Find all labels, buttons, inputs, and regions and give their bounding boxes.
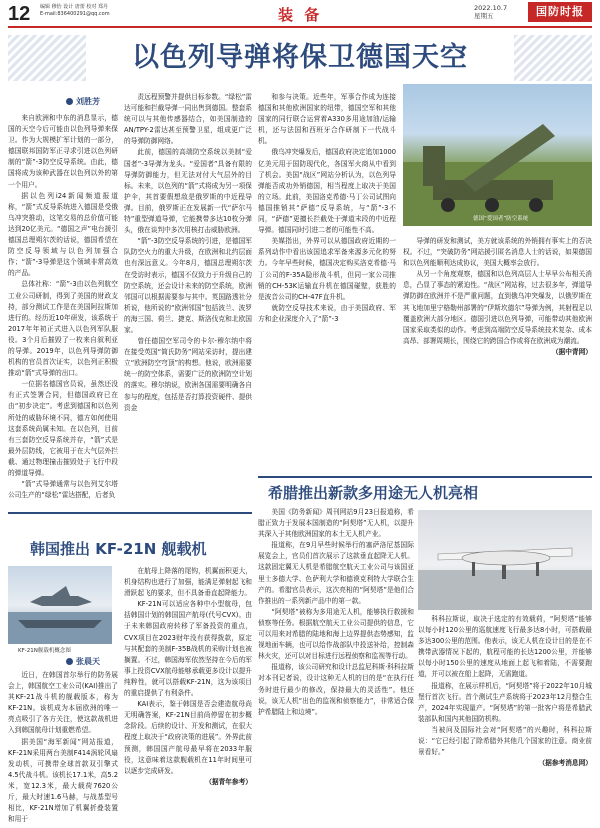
article3-byline xyxy=(66,656,100,667)
paragraph: 曾任德国空军司令的卡尔-穆尔纳中将在接受英国“简氏防务”网站采访时，提出建立“欧洲防空穹顶”的构想。他说，欧洲需要统一的防空体系，需要广泛的欧洲防空计划的落实。穆尔纳说，欧洲各国需要明确各自参与的程度，包括是否打算投资硬件、提供资金 xyxy=(124,337,252,412)
patriot-launcher-illustration xyxy=(403,84,592,226)
paragraph: “阿契塔”被称为多用途无人机，能够执行救援和侦察等任务。根据航空航天工业公司提供的信息，它可以用来对希腊的陆地和海上边界提供态势感知，监视地面车辆，也可以给作战部队中投送补给，控制森林火灾，还可以对目标进行远程侦察和监视等行动。 xyxy=(258,607,414,661)
paragraph: KF-21N可以适应各种中小型航母，包括韩国计划的韩国国产航母(代号CVX)。由于未来韩国政府转移了军备投资的重点，CVX项目在2023财年没有获得拨款，原定与其配套的美制F-35B战机的采购计划也被搁置。不过，韩国海军依然坚持在今后的军事上投资CVX航母能够承载更多设计以提升纯粹性，就可以搭载KF-21N，这为该项目的重启提供了有利条件。 xyxy=(124,600,252,698)
page-number: 12 xyxy=(8,3,31,25)
article1-source: （据中青网） xyxy=(551,347,592,356)
paragraph: 据美国“海军新闻”网站报道，KF-21N采用两台美制F414涡轮风扇发动机，可携带全球首款双引擎式4.5代战斗机。该机长17.1米，高5.2米，宽12.3米，最大载荷7620公斤，最大时速1.6马赫，与战基型号相比，KF-21N增加了机翼折叠装置和用于 xyxy=(8,737,118,824)
article2-source: （据参考消息网） xyxy=(538,759,592,768)
article2-column-1 xyxy=(258,507,414,825)
paper-logo: 国防时报 xyxy=(528,2,592,22)
byline-marker-icon xyxy=(66,98,73,105)
paragraph: 来自欧洲和中东的消息显示，德国的天空今后可能由以色列导弹来保卫。作为大规模扩军计划的一部分，德国联邦国防军正寻求引进以色列研制的“箭”-3防空反导系统。由此，德国将成为该种武器在以色列以外的第一个用户。 xyxy=(8,114,118,189)
paragraph: 报道称，该公司研究和设计总监尼科斯·科科拉斯对本刊记者说，设计这种无人机的目的是“在执行任务时进行最少的修改，保持最大的灵活性”。他还说，该无人机“出色的监视和侦察能力”，非常适合保护希腊陆上和边境”。 xyxy=(258,663,414,716)
paragraph: 就防空反导技术来说，由于美国政府、军方和企业深度介入了“箭”-3 xyxy=(258,303,396,323)
article1-column-4 xyxy=(403,236,592,468)
paragraph: 报道称，在展示样机后，“阿契塔”将于2022年10月城堡行首次飞行。首个测试生产系统将于2023年12月整合生产，2024年实现量产。“阿契塔”的第一批客户将是希腊武装部队和国内其他国防机构。 xyxy=(418,681,592,723)
paragraph: “箭”-3防空反导系统的引进，是德国军队防空火力的重大升级，在欧洲和北约层面也有深远意义。今年8月，德国总理朔尔茨在受访时表示，德国不仅致力于升级自己的防空系统，还会设计未来的防空系统，欧洲邻国可以根据需要参与其中。英国路透社分析说，他所说的“欧洲邻国”包括波兰、波罗的海三国、荷兰、捷克、斯洛伐克和北欧国家。 xyxy=(124,237,252,334)
issue-date xyxy=(474,4,507,20)
paragraph: 俄乌冲突爆发后，德国政府决定追加1000亿美元用于国防现代化，各国军火商从中看到了机会。美国“战区”网站分析认为，以色列导弹能否成功外销德国，相当程度上取决于美国的立场。此前，美国洛克希德·马丁公司试图向德国推销其“萨德”反导系统，与“箭”-3不同，“萨德”更擅长拦截处于弹道末段的中近程导弹。德国同时引进二者的可能性不高。 xyxy=(258,148,396,235)
paragraph: 据以色列i24新闻频道报道称，“箭”式反导系统进入德国是受俄乌冲突推动，这笔交易的总价值可能达到20亿美元。“德国之声”电台援引德国总理朔尔茨的话说，德国希望在防空反导领域与以色列加强合作；“箭”-3导弹是这个领域非常高效的产品。 xyxy=(8,191,118,278)
article3-author: 张晨天 xyxy=(76,657,100,666)
article3-column-1 xyxy=(8,670,118,825)
byline-marker-icon xyxy=(66,658,73,665)
email-line: E-mail:836400291@qq.com xyxy=(40,11,110,17)
weekday-text: 星期五 xyxy=(474,12,494,20)
paragraph: 一位据名德国官员说，虽然还没有正式签署合同，但德国政府已在由“初步决定”。考虑到德国和以色列所处的威胁环境不同，德方如何使用这套系统尚属未知。在以色列，目前有三套防空反导系统并存，“箭”式是最外层防线，它被用于在大气层外拦截、通过物理撞击摧毁处于飞行中段的弹道导弹。 xyxy=(8,380,118,477)
article2-top-rule xyxy=(258,476,592,478)
article3-source: （据青年参考） xyxy=(205,777,252,786)
paragraph: 从另一个角度观察，德国和以色列高层人士早早公布相关消息，凸显了事态的紧迫性。“战区”网站称，过去很多年，弹道导弹防御在欧洲并不是严重问题，直到俄乌冲突爆发，以俄罗斯在其飞地加里宁格勒州部署的“伊斯坎德尔”导弹为例，其射程足以覆盖欧洲大部分地区。德国引进以色列导弹，可能带动其他欧洲国家采取类似的动作。考虑到高端防空反导系统技术复杂、成本高昂、部署周期长，围绕它的跨国合作或将在欧洲成为潮流。 xyxy=(403,270,592,345)
kf21n-illustration xyxy=(8,566,112,644)
paragraph: 此前，德国的高端防空系统以美制“爱国者”-3导弹为龙头。“爱国者”具备有限的导弹防御能力，但无法对付大气层外的目标。未来，以色列的“箭”式将成为另一项保护伞，其首要假想敌是俄罗斯的中近程导弹。目前，俄罗斯正在发展新一代“萨尔马特”重型弹道导弹，它能携带多达10枚分弹头，俄在谈判中多次用核打击威胁欧洲。 xyxy=(124,148,252,235)
paragraph: 在航母上降落的尾钩，机翼面积更大，机身结构也进行了加强，能满足弹射起飞和滑跃起飞的要求，但不具备垂直起降能力。 xyxy=(124,567,252,598)
editor-credits xyxy=(40,4,110,18)
article1-byline xyxy=(66,96,100,107)
article1-author: 刘胜芳 xyxy=(76,97,100,106)
article3-top-rule xyxy=(8,512,252,514)
page-header xyxy=(8,3,592,25)
patriot-photo-caption: 德国“爱国者”防空系统 xyxy=(473,216,529,222)
paragraph: 近日，在韩国首尔举行的防务展会上，韩国航空工业公司(KAI)推出了其KF-21战斗机的舰载版本，称为KF-21N。该机成为本届欧洲的唯一亮点吸引了各方关注，使这款战机进入到韩国航母计划重燃希望。 xyxy=(8,671,118,735)
paragraph: 总体社称：“箭”-3由以色列航空工业公司研制，得到了美国的财政支持，部分测试工作是在美国阿拉斯加进行的。经历近10年研发，该系统于2017年年初正式进入以色列军队服役。3个月后摧毁了一枚来自叙利亚的导弹。2019年，以色列导弹防御机构的官员首次证实，以色列正积极推动“箭”式导弹的出口。 xyxy=(8,280,118,378)
article2-column-2 xyxy=(418,614,592,825)
section-title: 装 备 xyxy=(278,6,323,24)
drone-illustration xyxy=(418,510,592,610)
article1-column-2 xyxy=(124,92,252,560)
patriot-system-photo xyxy=(403,84,592,226)
paragraph: 美国《防务新闻》周刊网站9月23日报道称，希腊正致力于发展本国制造的“阿契塔”无人机，以提升其深入于其他欧洲国家的本土无人机产业。 xyxy=(258,508,414,539)
article1-column-1 xyxy=(8,113,118,508)
paragraph: 和参与决策。近些年，军事合作成为连接德国和其他欧洲国家的纽带，德国空军和其他国家的同行联合运营着A330多用途加油/运输机，还与法国和西班牙合作研制下一代战斗机。 xyxy=(258,93,396,146)
header-divider xyxy=(8,26,592,28)
date-text: 2022.10.7 xyxy=(474,4,508,12)
editor-line: 编辑 穆怡 设计 唐蕾 校对 郑丹 xyxy=(40,4,108,10)
article3-headline: 韩国推出 KF-21N 舰载机 xyxy=(30,540,207,558)
article3-column-2 xyxy=(124,566,252,825)
paragraph: 导弹的研发和测试，美方就该系统的外销拥有事实上的否决权。不过，“突破防务”网站援引匿名消息人士的话说，如果德国和以色列能顺利达成协议，美国大概率会放行。 xyxy=(403,237,592,268)
paragraph: 美媒指出，外界可以从德国政府近期的一系列动作中看出该国追求军备来源多元化的努力。今年早些时候，德国决定购买洛克希德·马丁公司的F-35A隐形战斗机，但同一家公司推销的CH-53K运输直升机在德国碰壁，获胜的是波音公司的CH-47F直升机。 xyxy=(258,237,396,301)
kf21n-concept-photo xyxy=(8,566,112,644)
paragraph: “箭”式导弹通常与以色列艾尔塔公司生产的“绿松”雷达搭配，后者负 xyxy=(8,480,118,500)
paragraph: 科科拉斯说，取决于选定的有效载荷，“阿契塔”能够以每小时120公里的巡航速度飞行最多达8小时，可搭载最多达300公里的范围。他表示，该无人机在设计目的是在不携带武器情况下起的，航程可能的长达1200公里，并能够以每小时150公里的速度从地面上起飞和着陆，不需要跑道，并可以被在船上起降，无需跑道。 xyxy=(418,615,592,679)
paragraph: KAI表示，鉴于韩国是否会建造航母尚无明确答案，KF-21N目前尚停留在初步概念阶段。后续的设计、开发和测试，在很大程度上取决于“政府决策的进展”。外界此前预测，韩国国产航母最早将在2033年服役，这意味着这款舰载机在11年时间里可以逐步完成研发。 xyxy=(124,700,252,775)
article2-headline: 希腊推出新款多用途无人机亮相 xyxy=(268,484,479,502)
paragraph: 责远程预警并提供目标参数。“绿松”雷达可能和拦截导弹一同出售到德国。整套系统可以与其他传感器结合，如美国制造的AN/TPY-2雷达甚至预警卫星，组成更广泛的导弹防御网络。 xyxy=(124,93,252,146)
paragraph: 报道称，在9月早些时候举行的塞萨洛尼基国际展览会上，官员们首次展示了这款垂直起降无人机。这款固定翼无人机是希腊航空航天工业公司与该国亚里士多德大学、色萨利大学和德谟克利特大学联合生产的。希腊官员表示，这次亮相的“阿契塔”是他们合作推出的一系列新产品中的第一款。 xyxy=(258,541,414,605)
archytas-drone-photo xyxy=(418,510,592,610)
article1-column-3 xyxy=(258,92,396,462)
paragraph: 当被问及国际社会对“阿契塔”的兴趣时，科科拉斯说：“它已经引起了除希腊外其他几个国家的注意。商业前景看好。” xyxy=(418,725,592,757)
kf21n-photo-caption: KF-21N舰载机概念图 xyxy=(18,648,71,654)
main-headline: 以色列导弹将保卫德国天空 xyxy=(132,42,468,73)
